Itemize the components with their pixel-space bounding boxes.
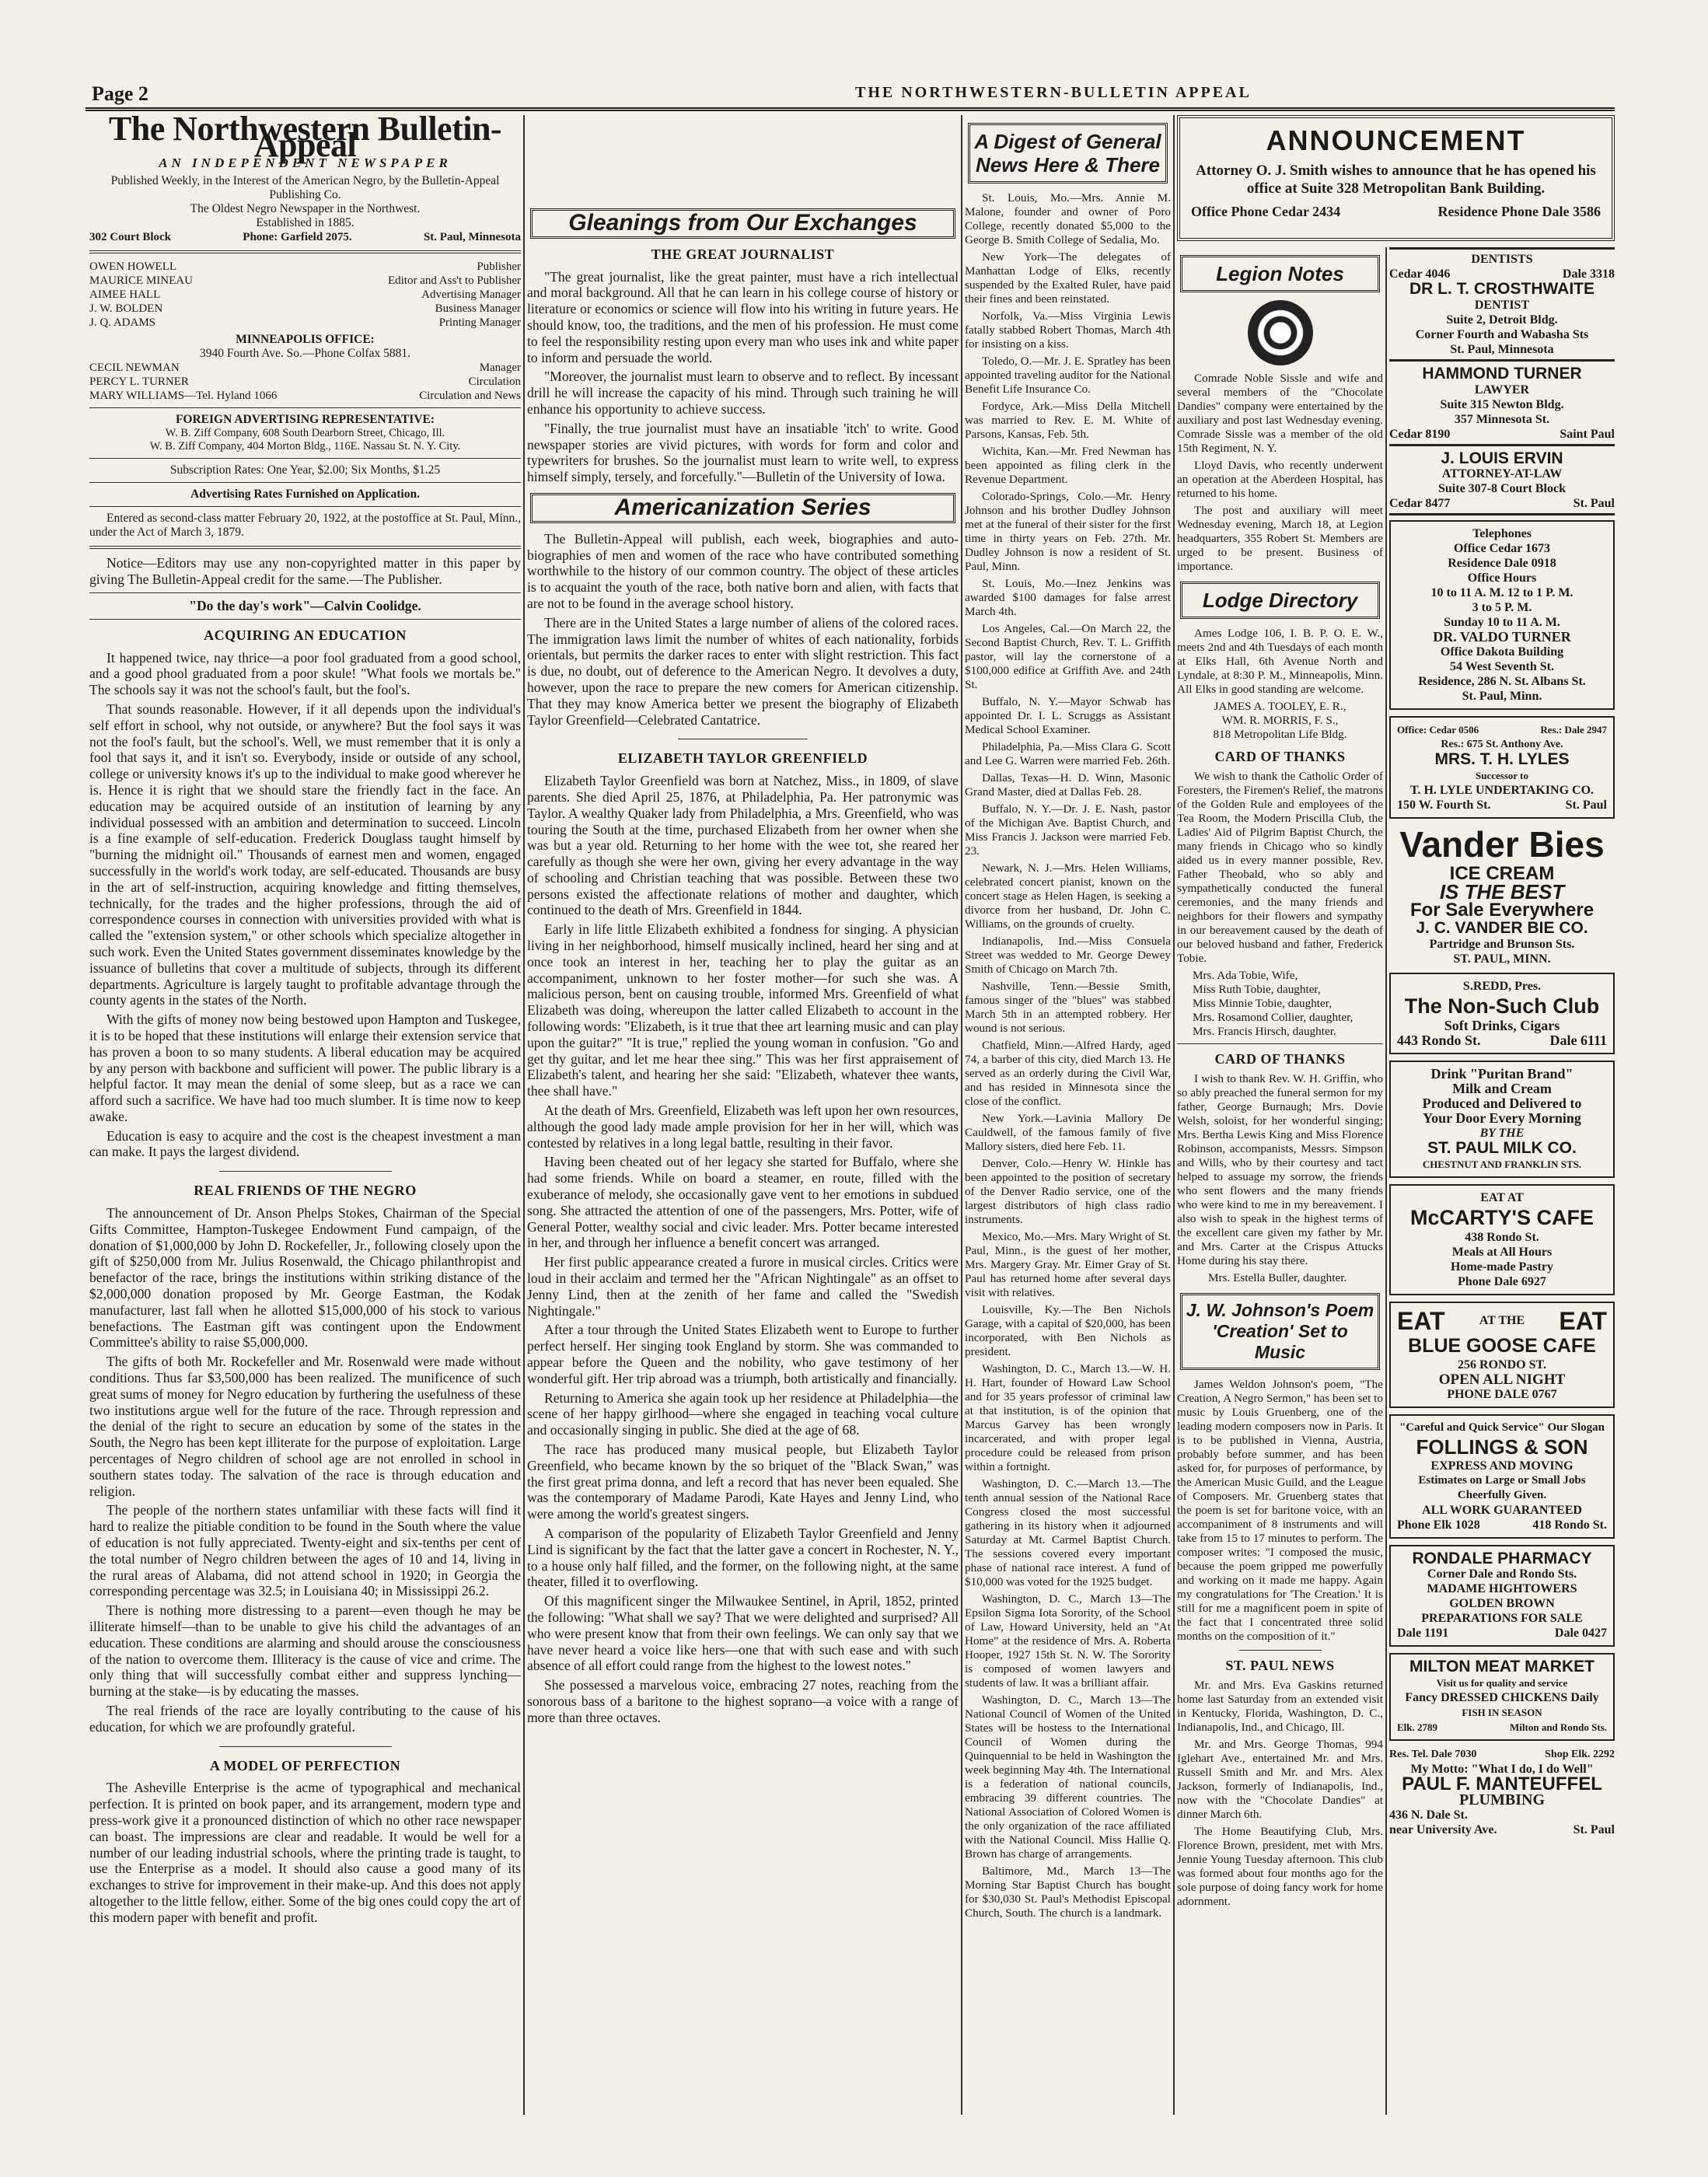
- americanization-banner: Americanization Series: [530, 493, 955, 523]
- ad-phone: Dale 1191: [1397, 1627, 1449, 1641]
- thanks-text: We wish to thank the Catholic Order of Foresters, the Firemen's Relief, the matrons of the Golden Rule and employees of the Tea Room, the Modern Priscilla Club, the Ladies' Aid of Pilgrim Baptist Church, the many friends in Chicago who so kindly aided us in every manner possible, Rev. Father Theobald, who so ably and sympathetically conducted the funeral ceremonies, and the many friends and neighbors for their flowers and sympathy in our bereavement caused by the death of our beloved husband and father, Frederick Tobie.: [1177, 770, 1383, 965]
- lodge-officer: WM. R. MORRIS, F. S.,: [1221, 714, 1339, 727]
- ad-address: Milton and Rondo Sts.: [1510, 1721, 1607, 1734]
- article-paragraph: "Finally, the true journalist must have an insatiable 'itch' to write. Good newspaper stories are vivid pictures, with words for form and color and typewriters for brushes. So the journalist must learn to write well, to express himself simply, tersely, and forcefully."—Bulletin of the University of Iowa.: [527, 420, 959, 485]
- news-item: Washington, D. C., March 13—The National Council of Women of the United States will be hostess to the International Council of Women during the Quinquennial to be held in Washington the week beginning May 4th. The International is a federation of national councils, embracing 39 different countries. The National Association of Colored Women is the only organization of the race affiliated with the National Council. Miss Hallie Q. Brown has charge of arrangements.: [965, 1693, 1171, 1861]
- news-item: Toledo, O.—Mr. J. E. Spratley has been appointed traveling auditor for the National Benefit Life Insurance Co.: [965, 355, 1171, 396]
- news-item: Newark, N. J.—Mrs. Helen Williams, celebrated concert pianist, known on the concert stage as Helen Hagen, is seeking a divorce from her husband, Dr. John C. Williams, on the grounds of cruelty.: [965, 861, 1171, 931]
- thanks-signer: Miss Ruth Tobie, daughter,: [1193, 983, 1321, 996]
- article-title: ACQUIRING AN EDUCATION: [204, 627, 407, 643]
- article-paragraph: There are in the United States a large number of aliens of the colored races. The immigration laws limit the number of whites of each nationality, forbids orientals, but permits the darker races to enter with slight restriction. This fact is due, no doubt, out of deference to the American Negro. It devolves a duty, however, upon the race to prepare the new comers for American citizenship. That they may know America better we present the biography of Elizabeth Taylor Greenfield—Celebrated Cantatrice.: [527, 614, 959, 728]
- ad-line: OPEN ALL NIGHT: [1438, 1371, 1566, 1388]
- news-item: Los Angeles, Cal.—On March 22, the Second Baptist Church, Rev. T. L. Griffith pastor, will lay the cornerstone of a $100,000 edifice at Griffith Ave. and 24th St.: [965, 622, 1171, 691]
- news-item: Chatfield, Minn.—Alfred Hardy, aged 74, a barber of this city, died March 13. He served as an orderly during the Civil War, and has resided in Minnesota since the close of the conflict.: [965, 1039, 1171, 1108]
- divider: [89, 506, 521, 507]
- ad-line: 436 N. Dale St.: [1389, 1808, 1468, 1822]
- masthead-contact: [89, 230, 521, 244]
- news-item: Denver, Colo.—Henry W. Hinkle has been appointed to the position of secretary of the Denver Radio service, one of the largest distributors of high class radio instruments.: [965, 1157, 1171, 1226]
- ad-line: Phone Dale 6927: [1458, 1274, 1546, 1288]
- ad-line: Corner Fourth and Wabasha Sts: [1415, 327, 1589, 341]
- ad-line: Suite 2, Detroit Bldg.: [1446, 313, 1558, 327]
- ad-phone: Cedar 8190: [1389, 427, 1451, 441]
- ad-line: AT THE: [1479, 1314, 1525, 1328]
- staff-row: [89, 260, 521, 274]
- page-number: Page 2: [92, 82, 148, 105]
- ad-line: PLUMBING: [1459, 1791, 1545, 1808]
- ad-milton: [1389, 1653, 1615, 1741]
- divider: [89, 619, 521, 620]
- ad-line: Soft Drinks, Cigars: [1444, 1017, 1560, 1033]
- ad-line: 3 to 5 P. M.: [1472, 601, 1532, 615]
- gleanings-banner: Gleanings from Our Exchanges: [530, 208, 955, 239]
- ad-name: DR L. T. CROSTHWAITE: [1409, 280, 1594, 298]
- running-head: THE NORTHWESTERN-BULLETIN APPEAL: [855, 84, 1252, 101]
- ad-name: The Non-Such Club: [1404, 994, 1600, 1018]
- ad-row: [1397, 1518, 1607, 1532]
- ad-name: Vander Bies: [1399, 824, 1605, 865]
- news-item: Dallas, Texas—H. D. Winn, Masonic Grand Master, died at Dallas Feb. 28.: [965, 771, 1171, 798]
- ad-line: Suite 307-8 Court Block: [1438, 482, 1566, 496]
- news-item: St. Louis, Mo.—Inez Jenkins was awarded $100 damages for false arrest March 4th.: [965, 577, 1171, 618]
- ad-row: [1389, 1747, 1615, 1762]
- ad-phone: Phone Elk 1028: [1397, 1518, 1480, 1532]
- ad-line: ICE CREAM: [1449, 863, 1555, 885]
- staff-name: MARY WILLIAMS—Tel. Hyland 1066: [89, 390, 278, 403]
- divider: [89, 458, 521, 459]
- johnson-text: James Weldon Johnson's poem, "The Creation, A Negro Sermon," has been set to music by Louis Gruenberg, one of the leading modern composers now in Paris. It is to be published in Vienna, Austria, probably before summer, and has been asked for, for purposes of performance, by the American Music Guild, and the League of Composers. Mr. Gruenberg states that the poem is set for baritone voice, with an accompaniment of 8 instruments and will take from 15 to 17 minutes to perform. The composer writes: "I composed the music, because the poem gripped me powerfully and working on it made me happy. Again my congratulations for 'The Creation.' It is still for me a magnificent poem in spite of the fact that I concentrated three solid months on the composition of it.": [1177, 1378, 1383, 1643]
- ad-phone: Cedar 8477: [1389, 497, 1451, 511]
- digest-banner: A Digest of General News Here & There: [968, 123, 1168, 183]
- staff-name: AIMEE HALL: [89, 288, 161, 302]
- ad-line: Your Door Every Morning: [1423, 1109, 1581, 1126]
- thanks-signer: Miss Minnie Tobie, daughter,: [1193, 997, 1333, 1010]
- masthead-address: 302 Court Block: [89, 231, 171, 244]
- ad-row: [1397, 1308, 1607, 1334]
- announcement-phones: [1191, 204, 1601, 220]
- stpaul-paragraph: Mr. and Mrs. Eva Gaskins returned home last Saturday from an extended visit in Kentucky, Florida, Washington, D. C., Indianapolis, Ind., and Chicago, Ill.: [1177, 1679, 1383, 1734]
- ad-line: 54 West Seventh St.: [1450, 660, 1554, 674]
- ad-line: Res.: 675 St. Anthony Ave.: [1441, 739, 1563, 751]
- ad-line: Partridge and Brunson Sts.: [1429, 937, 1575, 951]
- legion-paragraph: The post and auxiliary will meet Wednesday evening, March 18, at Legion headquarters, 355 Robert St. Members are urged to be present. Business of importance.: [1177, 504, 1383, 573]
- ad-line: J. C. VANDER BIE CO.: [1416, 918, 1588, 937]
- news-item: Washington, D. C., March 13—The Epsilon Sigma Iota Sorority, of the School of Law, Howard University, held an "At Home" at the residence of Mrs. A. Roberta Hooper, 1927 15th St. N. W. The Sorority is composed of women lawyers and students of law. It was a brilliant affair.: [965, 1592, 1171, 1690]
- thanks-signer: Mrs. Ada Tobie, Wife,: [1193, 969, 1298, 982]
- news-item: New York—The delegates of Manhattan Lodge of Elks, recently suspended by the Exalted Ruler, have paid their fines and been reinstated.: [965, 250, 1171, 306]
- news-item: Nashville, Tenn.—Bessie Smith, famous singer of the "blues" was stabbed March 5th in an attempted robbery. Her wound is not serious.: [965, 980, 1171, 1035]
- ad-non-such-club: [1389, 973, 1615, 1054]
- article-paragraph: Having been cheated out of her legacy she started for Buffalo, where she had some friends. While on board a steamer, en route, filled with the exuberance of melody, she occasionally gave vent to her emotions in subdued song. She attracted the attention of one of the passengers, Mrs. Potter, wife of General Potter, wealthy social and civic leader. Mrs. Potter became interested in her, and through her influence a benefit concert was arranged.: [527, 1154, 959, 1251]
- ad-line: "Careful and Quick Service" Our Slogan: [1399, 1420, 1605, 1434]
- divider: [89, 592, 521, 593]
- foreign-line-2: W. B. Ziff Company, 404 Morton Bldg., 116E. Nassau St. N. Y. City.: [149, 440, 461, 453]
- staff-role: Business Manager: [435, 302, 521, 316]
- news-item: Mexico, Mo.—Mrs. Mary Wright of St. Paul, Minn., is the guest of her mother, Mrs. Margery Gray. Mr. Eimer Gray of St. Paul has returned home after several days visit with relatives.: [965, 1230, 1171, 1299]
- subscription-rates: Subscription Rates: One Year, $2.00; Six Months, $1.25: [169, 463, 441, 477]
- ad-name: ST. PAUL MILK CO.: [1427, 1138, 1577, 1157]
- column-4: [1177, 247, 1383, 2123]
- news-item: St. Louis, Mo.—Mrs. Annie M. Malone, founder and owner of Poro College, recently donated $5,000 to the George B. Smith College of Sedalia, Mo.: [965, 191, 1171, 246]
- stpaul-paragraph: The Home Beautifying Club, Mrs. Florence Brown, president, met with Mrs. Jennie Young Tuesday afternoon. This club was formed about four months ago for the sole purpose of doing fancy work for home adornment.: [1177, 1825, 1383, 1908]
- thanks-signer: Mrs. Estella Buller, daughter.: [1208, 1271, 1347, 1284]
- article-paragraph: The gifts of both Mr. Rockefeller and Mr. Rosenwald were made without conditions. Thus far $3,500,000 has been realized. The munificence of such great sums of money for Negro education by furthering the usefulness of these two institutions argue well for the future of the race. Through repression and the denial of the right to secure an education by some of the states in the South, the Negro has been kept illiterate for the purpose of exploitation. Large percentages of Negro children of school age are not enrolled in school in southern states today. The salvation of the race is through education and religion.: [89, 1354, 521, 1499]
- ad-phone: Res. Tel. Dale 7030: [1389, 1749, 1477, 1761]
- announcement-text: Attorney O. J. Smith wishes to announce that he has opened his office at Suite 328 Metropolitan Bank Building.: [1196, 162, 1596, 197]
- article-title: A MODEL OF PERFECTION: [209, 1757, 401, 1773]
- news-item: Wichita, Kan.—Mr. Fred Newman has been appointed as filing clerk in the Revenue Department.: [965, 445, 1171, 486]
- legion-emblem-icon: [1248, 300, 1313, 365]
- editors-notice: Notice—Editors may use any non-copyrighted matter in this paper by giving The Bulletin-Appeal credit for the same.—The Publisher.: [89, 555, 521, 588]
- ad-milk: [1389, 1061, 1615, 1178]
- staff-row: [89, 361, 521, 375]
- ad-rondale: [1389, 1545, 1615, 1648]
- staff-list: [89, 260, 521, 330]
- ad-line: PHONE DALE 0767: [1447, 1387, 1557, 1401]
- ad-phone: Shop Elk. 2292: [1545, 1749, 1615, 1761]
- stpaul-title: ST. PAUL NEWS: [1225, 1658, 1335, 1673]
- ad-row: [1397, 1626, 1607, 1641]
- announcement-box: [1177, 115, 1615, 241]
- ad-line: Residence, 286 N. St. Albans St.: [1418, 675, 1586, 689]
- ad-line: EAT: [1397, 1306, 1445, 1335]
- thanks-signer: Mrs. Francis Hirsch, daughter.: [1193, 1025, 1336, 1038]
- ad-row: [1389, 1822, 1615, 1837]
- lodge-officer: JAMES A. TOOLEY, E. R.,: [1214, 700, 1346, 713]
- motto: "Do the day's work"—Calvin Coolidge.: [189, 597, 421, 613]
- masthead-title: The Northwestern Bulletin-Appeal: [108, 115, 502, 164]
- article-paragraph: She possessed a marvelous voice, embracing 27 notes, reaching from the sonorous bass of a baritone to the highest soprano—a voice with a range of more than three octaves.: [527, 1677, 959, 1725]
- staff-name: J. W. BOLDEN: [89, 302, 163, 316]
- ad-line: IS THE BEST: [1439, 880, 1565, 904]
- article-paragraph: Education is easy to acquire and the cost is the cheapest investment a man can make. It pays the largest dividend.: [89, 1127, 521, 1160]
- divider: [89, 407, 521, 408]
- ad-name: McCARTY'S CAFE: [1410, 1205, 1594, 1229]
- divider: [89, 482, 521, 483]
- ad-name: BLUE GOOSE CAFE: [1408, 1334, 1596, 1357]
- staff-role: Editor and Ass't to Publisher: [387, 274, 521, 288]
- ad-line: EAT AT: [1480, 1190, 1524, 1204]
- ad-line: Visit us for quality and service: [1436, 1677, 1568, 1690]
- ad-address: 443 Rondo St.: [1397, 1032, 1481, 1048]
- ad-line: Office Hours: [1467, 571, 1537, 585]
- ad-hammond-turner: [1389, 366, 1615, 446]
- johnson-banner: J. W. Johnson's Poem 'Creation' Set to Music: [1180, 1293, 1380, 1370]
- article-paragraph: Her first public appearance created a furore in musical circles. Critics were loud in their acclaim and termed her the "African Nightingale" as an offset to Jenny Lind, then at the zenith of her fame and called the "Swedish Nightingale.": [527, 1254, 959, 1319]
- legion-banner: Legion Notes: [1180, 255, 1380, 292]
- ad-row: [1397, 1033, 1607, 1048]
- ad-ervin: [1389, 451, 1615, 516]
- ad-name: FOLLINGS & SON: [1416, 1434, 1588, 1459]
- ad-line: Telephones: [1472, 527, 1532, 541]
- ad-line: For Sale Everywhere: [1409, 899, 1594, 921]
- lodge-banner: Lodge Directory: [1180, 582, 1380, 619]
- thanks-signer: Mrs. Rosamond Collier, daughter,: [1193, 1011, 1353, 1024]
- news-item: Philadelphia, Pa.—Miss Clara G. Scott and Lee G. Warren were married Feb. 26th.: [965, 740, 1171, 767]
- ad-phone: Dale 0427: [1554, 1627, 1607, 1641]
- ad-phone: Office: Cedar 0506: [1397, 724, 1479, 736]
- article-paragraph: The announcement of Dr. Anson Phelps Stokes, Chairman of the Special Gifts Committee, Hampton-Tuskegee Endowment Fund campaign, of the donation of $1,000,000 by John D. Rockefeller, Jr., following closely upon the gift of $250,000 from Mr. Julius Rosenwald, the Chicago philanthropist and benefactor of the race, brings the institutions within striking distance of the $2,000,000 donation proposed by Mr. George Eastman, the Kodak manufacturer, last fall when he allotted $15,000,000 of his stock to various benefactions. The Eastman gift was contingent upon the Endowment Committee's ability to raise $5,000,000.: [89, 1205, 521, 1351]
- article-paragraph: The Bulletin-Appeal will publish, each week, biographies and auto-biographies of men and women of the race who have contributed something worthwhile to the history of our common country. The object of these articles is to acquaint the youth of the race, both native born and alien, with facts that are not to be found in the average school history.: [527, 530, 959, 611]
- stpaul-paragraph: Mr. and Mrs. George Thomas, 994 Iglehart Ave., entertained Mr. and Mrs. Russell Smith and Mr. and Mrs. Alex Jackson, formerly of Indianapolis, Ind., now with the "Chocolate Dandies" at dinner March 6th.: [1177, 1738, 1383, 1821]
- staff-name: CECIL NEWMAN: [89, 362, 180, 375]
- staff-row: [89, 274, 521, 288]
- staff-role: Printing Manager: [438, 316, 521, 330]
- column-2: [527, 115, 959, 2123]
- mpls-address: 3940 Fourth Ave. So.—Phone Colfax 5881.: [200, 347, 410, 361]
- ad-vander-bies: [1389, 825, 1615, 966]
- announcement-residence: Residence Phone Dale 3586: [1437, 204, 1601, 219]
- ad-line: Fancy DRESSED CHICKENS Daily: [1405, 1691, 1599, 1705]
- masthead-oldest: The Oldest Negro Newspaper in the Northwest.: [190, 202, 421, 216]
- thanks-text: I wish to thank Rev. W. H. Griffin, who so ably preached the funeral sermon for my father, George Burnaugh; Mrs. Dovie Welsh, soloist, for her wonderful singing; Mrs. Bertha Lewis King and Miss Florence Robinson, accompanists, Messrs. Simpson and Wills, who by their courtesy and tact helped to assuage my sorrow, the friends who sent flowers and the many friends who were kind to me in my bereavement. I also wish to speak in the highest terms of the excellent care given my father by Mr. and Mrs. Carter at the Crispus Attucks Home during his stay there.: [1177, 1072, 1383, 1267]
- article-paragraph: The Asheville Enterprise is the acme of typographical and mechanical perfection. It is printed on book paper, and its arrangement, modern type and press-work give it a pronounced distinction of which no other race newspaper can boast. The impressions are clear and readable. It would be well for a number of our leading industrial schools, where the printing trade is taught, to use the Enterprise as a model. It should also cause a good many of its exchanges to strive for improvement in their make-up. And this does not apply altogether to the little fellow, either. Some of the big ones could copy the art of this modern paper with benefit and profit.: [89, 1780, 521, 1925]
- news-item: Baltimore, Md., March 13—The Morning Star Baptist Church has bought for $30,030 St. Paul's Methodist Episcopal Church, South. The church is a landmark.: [965, 1864, 1171, 1920]
- divider: [89, 250, 521, 253]
- ad-line: St. Paul, Minnesota: [1450, 342, 1554, 356]
- entered-notice: Entered as second-class matter February 20, 1922, at the postoffice at St. Paul, Minn., under the Act of March 3, 1879.: [89, 512, 521, 540]
- ad-phone: Res.: Dale 2947: [1540, 724, 1607, 736]
- ad-line: Milk and Cream: [1452, 1080, 1552, 1096]
- ad-line: PREPARATIONS FOR SALE: [1421, 1612, 1583, 1626]
- news-item: Norfolk, Va.—Miss Virginia Lewis fatally stabbed Robert Thomas, March 4th for insisting on a kiss.: [965, 309, 1171, 351]
- staff-name: MAURICE MINEAU: [89, 274, 193, 288]
- ad-row: [1397, 722, 1607, 737]
- column-1: [89, 115, 521, 2123]
- article-paragraph: Elizabeth Taylor Greenfield was born at Natchez, Miss., in 1809, of slave parents. She died April 25, 1876, at Philadelphia, Pa. Her patronymic was Taylor. A wealthy Quaker lady from Philadelphia, a Mrs. Greenfield, who was touring the South at the time, purchased Elizabeth from her owner when she was but a year old. Returning to her home with the wee tot, she reared her carefully as though she were her own, giving her every advantage in the way of schooling and Christian teaching that was possible. Between these two persons existed the affectionate relations of mother and daughter, which continued to the death of Mrs. Greenfield in 1844.: [527, 773, 959, 918]
- ad-follings: [1389, 1414, 1615, 1539]
- ad-line: Home-made Pastry: [1451, 1260, 1553, 1274]
- ad-line: My Motto: "What I do, I do Well": [1410, 1763, 1594, 1777]
- article-paragraph: It happened twice, nay thrice—a poor fool graduated from a good school, and a good phool graduated from a poor skule! "What fools we mortals be." The schools say it was not the school's fault, but the fool's.: [89, 649, 521, 698]
- ad-line: Residence Dale 0918: [1448, 557, 1556, 571]
- article-paragraph: A comparison of the popularity of Elizabeth Taylor Greenfield and Jenny Lind is significant by the fact that the latter gave a concert in Rochester, N. Y., to a house only half filled, and the former, on the following night, at the same theater, filled it to overflowing.: [527, 1525, 959, 1590]
- article-paragraph: That sounds reasonable. However, if it all depends upon the individual's self effort in school, why not outside, or anywhere? But the fool says it was not the fool's fault, but the school's. Well, we must remember that it is only a fool that says it, and it isn't so. Everybody, inside or outside of any school, college or university knows it's up to the individual to make good wherever he is. Hence it is right that we should stare the friendly fact in the face. An education may be acquired outside of an institution of learning by any individual possessed with an ambition and determination to succeed. Lincoln is a fine example of self-education. Frederick Douglass taught himself by "burning the midnight oil." Thousands of earnest men and women, engaged successfully in the world's work today, are self-educated. Thousands are busy in the art of self-instruction, acquiring knowledge and fitting themselves, technically, for the trades and the higher professions, through the aid of correspondence courses in connection with universities provided with what is called the "extension system," or other schools which specialize altogether in such work. Even the United States government disseminates knowledge by the issuance of bulletins that cover a multitude of subjects, through its different departments. Agriculture is largely taught to profitable advantage through the county agents in the states of the North.: [89, 701, 521, 1008]
- news-item: Indianapolis, Ind.—Miss Consuela Street was wedded to Mr. George Dewey Smith of Chicago on March 7th.: [965, 935, 1171, 976]
- announcement-office: Office Phone Cedar 2434: [1191, 204, 1341, 219]
- ad-line: Corner Dale and Rondo Sts.: [1427, 1567, 1577, 1581]
- staff-role: Publisher: [477, 260, 521, 274]
- ad-line: near University Ave.: [1389, 1822, 1497, 1836]
- ad-lyles: [1389, 716, 1615, 819]
- article-paragraph: "Moreover, the journalist must learn to observe and to reflect. By incessant drill he will increase the capacity of his mind. Through such training he will enhance his opportunity to achieve success.: [527, 369, 959, 417]
- ad-crosthwaite: [1389, 247, 1615, 362]
- ad-line: BY THE: [1479, 1126, 1525, 1140]
- masthead-city: St. Paul, Minnesota: [423, 231, 521, 244]
- page-header: [86, 78, 1615, 109]
- ad-city: St. Paul: [1573, 497, 1615, 511]
- divider: [219, 1746, 392, 1747]
- ad-city: St. Paul: [1565, 798, 1607, 812]
- mpls-heading: MINNEAPOLIS OFFICE:: [236, 333, 375, 347]
- ad-line: Produced and Delivered to: [1422, 1095, 1582, 1111]
- lodge-officer: 818 Metropolitan Life Bldg.: [1213, 728, 1347, 741]
- article-paragraph: There is nothing more distressing to a parent—even though he may be illiterate himself—than to be unable to give his child the advantages of an education. These conditions are alarming and should arouse the consciousness of the nation to overcome them. Illiteracy is the cause of vice and crime. The only thing that will successfully combat either and suppress lynching—burning at the stake—is by educating the masses.: [89, 1602, 521, 1700]
- legion-paragraph: Comrade Noble Sissle and wife and several members of the "Chocolate Dandies" company were entertained by the auxiliary and post last Wednesday evening. Comrade Sissle was a member of the old 15th Regiment, N. Y.: [1177, 372, 1383, 455]
- lodge-text: Ames Lodge 106, I. B. P. O. E. W., meets 2nd and 4th Tuesdays of each month at Elks Hall, 6th Avenue North and Lyndale, at 8:30 P. M., Minneapolis, Minn. All Elks in good standing are welcome.: [1177, 627, 1383, 696]
- ad-name: MILTON MEAT MARKET: [1409, 1658, 1594, 1676]
- ad-line: 256 RONDO ST.: [1458, 1358, 1546, 1372]
- news-item: Louisville, Ky.—The Ben Nichols Garage, with a capital of $20,000, has been incorporated, with Ben Nichols as president.: [965, 1303, 1171, 1358]
- ad-phone: Dale 3318: [1562, 267, 1615, 281]
- article-paragraph: At the death of Mrs. Greenfield, Elizabeth was left upon her own resources, although the good lady made ample provision for her in her will, which was contested by relatives in a long legal battle, resulting in their favor.: [527, 1102, 959, 1151]
- article-paragraph: Returning to America she again took up her residence at Philadelphia—the scene of her happy girlhood—where she engaged in teaching vocal culture and occasionally singing in public. She died at the age of 68.: [527, 1389, 959, 1438]
- masthead-phone: Phone: Garfield 2075.: [243, 231, 352, 244]
- news-item: Colorado-Springs, Colo.—Mr. Henry Johnson and his brother Dudley Johnson met at the funeral of their sister for the first time in thirty years on Feb. 27th. Mr. Dudley Johnson is now a resident of St. Paul, Minn.: [965, 490, 1171, 573]
- ad-line: Estimates on Large or Small Jobs Cheerfully Given.: [1418, 1473, 1586, 1501]
- ad-line: FISH IN SEASON: [1462, 1707, 1542, 1719]
- ad-name: HAMMOND TURNER: [1422, 364, 1582, 383]
- ad-phone: Elk. 2789: [1397, 1721, 1438, 1734]
- ad-name: RONDALE PHARMACY: [1412, 1549, 1592, 1567]
- staff-row: [89, 288, 521, 302]
- ad-address: 418 Rondo St.: [1532, 1518, 1607, 1532]
- article-paragraph: The race has produced many musical people, but Elizabeth Taylor Greenfield, who became known by the so briquet of the "Black Swan," was the first great prima donna, and left a record that has never been equaled. She was the contemporary of Madame Parodi, Kate Hayes and Jenny Lind, who were among the world's greatest singers.: [527, 1441, 959, 1522]
- ad-line: EXPRESS AND MOVING: [1430, 1459, 1574, 1473]
- ad-line: CHESTNUT AND FRANKLIN STS.: [1422, 1158, 1582, 1170]
- thanks-title: CARD OF THANKS: [1214, 1051, 1346, 1067]
- ad-row: [1389, 427, 1615, 442]
- staff-row: [89, 316, 521, 330]
- ad-line: 357 Minnesota St.: [1454, 412, 1550, 426]
- divider: [1239, 1650, 1322, 1651]
- article-title: THE GREAT JOURNALIST: [651, 246, 835, 262]
- ad-name: J. LOUIS ERVIN: [1441, 449, 1563, 467]
- ad-line: Drink "Puritan Brand": [1430, 1065, 1574, 1082]
- column-3: [965, 115, 1171, 2123]
- staff-row: [89, 302, 521, 316]
- news-item: Washington, D. C.—March 13.—The tenth annual session of the National Race Congress closed the most successful gathering in its history when it adjourned Saturday at Mt. Carmel Baptist Church. The sessions covered every important phase of national race interest. A fund of $10,000 was voted for the 1925 budget.: [965, 1477, 1171, 1588]
- column-rule: [1173, 115, 1175, 2115]
- ad-row: [1389, 496, 1615, 511]
- legion-paragraph: Lloyd Davis, who recently underwent an operation at the Aberdeen Hospital, has returned to his home.: [1177, 459, 1383, 500]
- article-paragraph: The people of the northern states unfamiliar with these facts will find it hard to realize the pitiable condition to be found in the South where the value of education is not fully appreciated. Twenty-eight and six-tenths per cent of the total number of Negro children between the ages of 10 and 14, living in the rural areas of Alabama, did not attend school in 1920; in Georgia the corresponding percentage was 32.5; in Louisiana 40; in Mississippi 26.2.: [89, 1502, 521, 1599]
- column-5-ads: [1389, 247, 1615, 2123]
- ad-valdo-turner: [1389, 520, 1615, 710]
- news-item: Buffalo, N. Y.—Mayor Schwab has appointed Dr. I. L. Scruggs as Assistant Medical School Examiner.: [965, 695, 1171, 736]
- foreign-heading: FOREIGN ADVERTISING REPRESENTATIVE:: [175, 413, 435, 427]
- top-rule: [86, 107, 1615, 111]
- ad-line: ST. PAUL, MINN.: [1453, 952, 1551, 966]
- divider: [1177, 1043, 1383, 1044]
- article-paragraph: The real friends of the race are loyally contributing to the cause of his education, for which we are profoundly grateful.: [89, 1702, 521, 1735]
- ad-line: GOLDEN BROWN: [1449, 1597, 1555, 1611]
- thanks-title: CARD OF THANKS: [1214, 749, 1346, 764]
- column-rule: [1385, 247, 1387, 2115]
- ad-name: DR. VALDO TURNER: [1433, 629, 1571, 645]
- announcement-title: ANNOUNCEMENT: [1266, 124, 1526, 156]
- ad-line: Sunday 10 to 11 A. M.: [1444, 616, 1560, 630]
- ad-line: Suite 315 Newton Bldg.: [1440, 397, 1564, 411]
- advertising-rates: Advertising Rates Furnished on Application.: [190, 487, 420, 501]
- ad-line: S.REDD, Pres.: [1462, 979, 1542, 993]
- ad-name: MRS. T. H. LYLES: [1434, 750, 1570, 769]
- ad-phone: Dale 6111: [1549, 1032, 1607, 1048]
- ad-line: 438 Rondo St.: [1465, 1230, 1539, 1244]
- article-paragraph: Early in life little Elizabeth exhibited a fondness for singing. A physician living in her neighborhood, himself musically inclined, heard her sing and at once took an interest in her, teaching her to play the guitar as an accompaniment, unknown to her foster mother—for such she was. A malicious person, bent on causing trouble, informed Mrs. Greenfield of what Elizabeth was doing, whereupon the latter called Elizabeth to account in the following words: "Elizabeth, is it true that thee art learning music and can play upon the guitar?" "It is true," replied the young woman in confusion. "Go and get thy guitar, and let me hear thee sing." This was her first appraisement of Elizabeth's talent, and hearing her she said: "Elizabeth, whatever thee wants, thee shall have.": [527, 921, 959, 1099]
- ad-row: [1397, 1720, 1607, 1735]
- ad-phone: Cedar 4046: [1389, 267, 1451, 281]
- ad-row: [1397, 798, 1607, 812]
- article-title: REAL FRIENDS OF THE NEGRO: [194, 1183, 417, 1199]
- staff-row: [89, 375, 521, 389]
- staff-name: OWEN HOWELL: [89, 260, 177, 274]
- news-item: Washington, D. C., March 13.—W. H. H. Hart, founder of Howard Law School and for 35 years professor of criminal law at that institution, is of the opinion that Marcus Garvey has been wrongly incarcerated, and with proper legal procedure could be released from prison within a fortnight.: [965, 1362, 1171, 1473]
- masthead-published: Published Weekly, in the Interest of the American Negro, by the Bulletin-Appeal Publishing Co.: [110, 174, 500, 202]
- staff-name: J. Q. ADAMS: [89, 316, 156, 330]
- ad-line: Successor to: [1475, 770, 1528, 782]
- masthead-established: Established in 1885.: [256, 216, 355, 230]
- ad-manteuffel: [1389, 1747, 1615, 1837]
- staff-name: PERCY L. TURNER: [89, 376, 189, 389]
- ad-line: LAWYER: [1474, 383, 1530, 397]
- ad-heading: DENTISTS: [1471, 253, 1533, 266]
- staff-role: Advertising Manager: [421, 288, 521, 302]
- article-title: ELIZABETH TAYLOR GREENFIELD: [617, 750, 868, 767]
- staff-role: Manager: [479, 362, 521, 375]
- ad-line: DENTIST: [1474, 298, 1530, 312]
- ad-blue-goose: [1389, 1302, 1615, 1408]
- ad-mccarty: [1389, 1184, 1615, 1295]
- article-paragraph: Of this magnificent singer the Milwaukee Sentinel, in April, 1852, printed the following: "What shall we say? That we were delighted and surprised? All who were present know that from their own feelings. We can only say that we have never heard a voice like hers—one that with such ease and with such absence of all effort could range from the highest to the lowest notes.": [527, 1593, 959, 1674]
- ad-city: Saint Paul: [1560, 427, 1615, 441]
- ad-line: St. Paul, Minn.: [1462, 690, 1542, 704]
- staff-role: Circulation and News: [419, 390, 521, 403]
- divider: [219, 1171, 392, 1172]
- article-paragraph: "The great journalist, like the great painter, must have a rich intellectual and moral background. All that he can learn in his college course of history or literature or economics or science will flow into his writing in future years. He should know, too, the traditions, and the men of his profession. He must come to feel the responsibility resting upon every man who uses ink and white paper to inform and persuade the world.: [527, 268, 959, 365]
- foreign-line-1: W. B. Ziff Company, 608 South Dearborn Street, Chicago, Ill.: [165, 427, 445, 440]
- column-rule: [523, 115, 525, 2115]
- article-paragraph: With the gifts of money now being bestowed upon Hampton and Tuskegee, it is to be hoped that these institutions will enlarge their extension service that has proven a boon to so many students. A liberal education may be acquired by any person with backbone and sufficient will power. The public library is a helpful factor. It may mean the denial of some sleep, but as a race we can afford such a sacrifice. We have had too much slumber. It is time now to keep awake.: [89, 1012, 521, 1124]
- article-paragraph: After a tour through the United States Elizabeth went to Europe to further perfect herself. Her singing took England by storm. She was commanded to appear before the Queen and the nobility, who gave testimony of her wonderful gift. Her trip abroad was a triumph, both artistically and financially.: [527, 1322, 959, 1386]
- column-rule: [961, 115, 962, 2115]
- staff-row: [89, 389, 521, 403]
- ad-name: PAUL F. MANTEUFFEL: [1402, 1773, 1602, 1795]
- ad-line: Meals at All Hours: [1451, 1245, 1553, 1259]
- staff-role: Circulation: [468, 376, 521, 389]
- ad-address: 150 W. Fourth St.: [1397, 798, 1491, 812]
- news-item: Fordyce, Ark.—Miss Della Mitchell was married to Rev. E. M. White of Parsons, Kansas, Feb. 5th.: [965, 400, 1171, 441]
- masthead-subtitle: AN INDEPENDENT NEWSPAPER: [159, 155, 452, 170]
- ad-line: T. H. LYLE UNDERTAKING CO.: [1409, 784, 1594, 798]
- ad-line: Office Cedar 1673: [1453, 542, 1551, 556]
- ad-line: MADAME HIGHTOWERS: [1427, 1582, 1577, 1596]
- ad-line: ALL WORK GUARANTEED: [1422, 1503, 1582, 1517]
- ad-line: 10 to 11 A. M. 12 to 1 P. M.: [1430, 586, 1574, 600]
- news-item: Buffalo, N. Y.—Dr. J. E. Nash, pastor of the Michigan Ave. Baptist Church, and Miss Francis J. Jackson were married Feb. 23.: [965, 802, 1171, 858]
- ad-line: EAT: [1559, 1306, 1607, 1335]
- news-item: New York.—Lavinia Mallory De Cauldwell, of the famous family of five Mallory sisters, died here Feb. 11.: [965, 1112, 1171, 1153]
- ad-line: ATTORNEY-AT-LAW: [1441, 467, 1563, 481]
- ad-line: Office Dakota Building: [1440, 645, 1564, 659]
- ad-city: St. Paul: [1573, 1822, 1615, 1836]
- divider: [89, 546, 521, 549]
